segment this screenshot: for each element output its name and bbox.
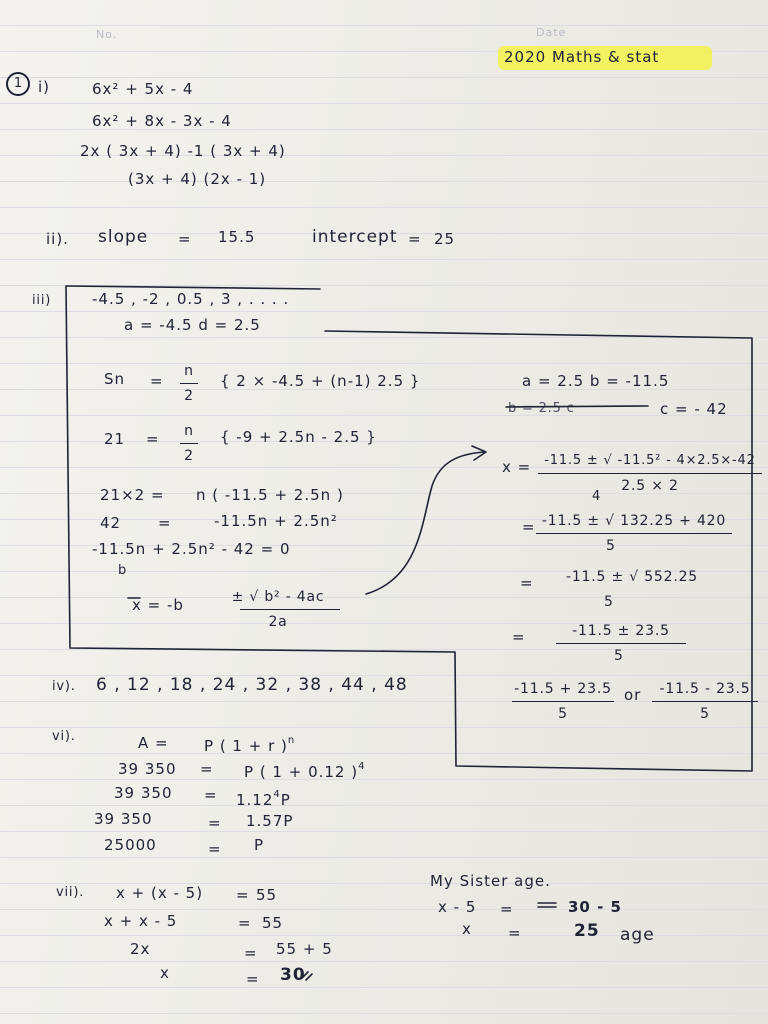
sequence-iv: 6 , 12 , 18 , 24 , 32 , 38 , 44 , 48 bbox=[96, 675, 408, 695]
s21-formula-body: { -9 + 2.5n - 2.5 } bbox=[220, 428, 377, 446]
vii-line-equals: = bbox=[238, 914, 252, 932]
expression-tail: P bbox=[280, 791, 291, 809]
slope-value: 15.5 bbox=[218, 228, 256, 246]
vi-line-lhs: 39 350 bbox=[118, 760, 177, 778]
sn-equals: = bbox=[150, 372, 164, 390]
vii-line-lhs: x + (x - 5) bbox=[116, 884, 204, 902]
fraction-denominator: 5 bbox=[700, 706, 710, 722]
step1-lhs: 21×2 = bbox=[100, 486, 165, 504]
part-iii-label: iii) bbox=[32, 293, 52, 308]
coefficients-a-b: a = 2.5 b = -11.5 bbox=[522, 372, 670, 390]
sequence-line: -4.5 , -2 , 0.5 , 3 , . . . . bbox=[92, 290, 290, 308]
solution-lhs: x = bbox=[502, 458, 532, 476]
fraction-denominator: 2 bbox=[184, 448, 194, 464]
struck-coefficients: b = 2.5 c bbox=[508, 401, 575, 416]
arrow-head bbox=[472, 446, 486, 460]
fraction-numerator: -11.5 - 23.5 bbox=[659, 681, 751, 697]
vii-line-equals: = bbox=[244, 944, 258, 962]
formula-lhs: x = -b bbox=[132, 596, 184, 614]
vi-line-rhs: P bbox=[254, 836, 265, 854]
intercept-value: 25 bbox=[434, 230, 456, 248]
exponent: 4 bbox=[358, 761, 366, 772]
solution-step-3 bbox=[546, 568, 718, 611]
working-line: 6x² + 5x - 4 bbox=[92, 80, 194, 98]
part-vii-label: vii). bbox=[56, 885, 85, 900]
fraction-numerator: n bbox=[184, 363, 194, 379]
s21-n-over-2 bbox=[180, 422, 198, 465]
fraction-bar bbox=[538, 473, 762, 474]
vii-line-rhs: 55 bbox=[256, 886, 278, 904]
vi-line-equals: = bbox=[204, 786, 218, 804]
s21-value: 21 bbox=[104, 430, 126, 448]
part-vi-label: vi). bbox=[52, 729, 76, 744]
vi-line-rhs bbox=[236, 786, 291, 809]
fraction-bar bbox=[180, 443, 198, 444]
working-line: 6x² + 8x - 3x - 4 bbox=[92, 112, 232, 130]
fraction-denominator: 5 bbox=[614, 648, 624, 664]
overwritten-digit: 4 bbox=[592, 489, 602, 504]
solution-step-2 bbox=[536, 512, 732, 555]
vii-line-rhs: 55 + 5 bbox=[276, 940, 333, 958]
fraction-bar bbox=[546, 589, 718, 590]
sister-age-heading: My Sister age. bbox=[430, 872, 551, 890]
printed-no-label: No. bbox=[96, 28, 118, 41]
vi-line-equals: = bbox=[200, 760, 214, 778]
fraction-denominator: 5 bbox=[606, 538, 616, 554]
step2-rhs: -11.5n + 2.5n² bbox=[214, 512, 338, 530]
vi-line-rhs: 1.57P bbox=[246, 812, 294, 830]
fraction-bar bbox=[652, 701, 758, 702]
arrow-to-solution bbox=[366, 452, 484, 594]
vii-line-equals: = bbox=[236, 886, 250, 904]
root-option-b bbox=[652, 680, 758, 723]
expression: P ( 1 + 0.12 ) bbox=[244, 763, 359, 781]
fraction-denominator: 5 bbox=[558, 706, 568, 722]
slope-equals: = bbox=[178, 230, 192, 248]
fraction-numerator: n bbox=[184, 423, 194, 439]
sister-line-equals: = bbox=[508, 924, 522, 942]
stray-mark: b bbox=[118, 563, 128, 578]
fraction-denominator: 2a bbox=[268, 614, 288, 630]
fraction-numerator: -11.5 + 23.5 bbox=[514, 681, 612, 697]
solution-step-1 bbox=[538, 452, 762, 495]
sister-age-unit: age bbox=[620, 925, 655, 945]
fraction-numerator: ± √ b² - 4ac bbox=[231, 589, 325, 605]
vii-line-equals: = bbox=[246, 970, 260, 988]
vi-line-lhs: 25000 bbox=[104, 836, 157, 854]
part-i-label: i) bbox=[38, 78, 51, 96]
solution-step-4 bbox=[556, 622, 686, 665]
quadratic-formula-fraction bbox=[196, 588, 360, 631]
a-d-values: a = -4.5 d = 2.5 bbox=[124, 316, 261, 334]
fraction-bar bbox=[556, 643, 686, 644]
fraction-numerator: -11.5 ± 23.5 bbox=[572, 623, 670, 639]
working-line: (3x + 4) (2x - 1) bbox=[128, 170, 267, 188]
vii-line-lhs: 2x bbox=[130, 940, 151, 958]
sn-n-over-2 bbox=[180, 362, 198, 405]
intercept-equals: = bbox=[408, 230, 422, 248]
page-title: 2020 Maths & stat bbox=[504, 48, 660, 66]
vi-line-lhs: 39 350 bbox=[94, 810, 153, 828]
question-number-badge: 1 bbox=[6, 72, 30, 96]
s21-equals: = bbox=[146, 430, 160, 448]
solution-step-3-equals: = bbox=[520, 574, 534, 592]
part-iv-label: iv). bbox=[52, 679, 76, 694]
quadratic-equation: -11.5n + 2.5n² - 42 = 0 bbox=[92, 540, 291, 558]
answer-x-value: 30 bbox=[280, 965, 306, 985]
vi-line-rhs bbox=[244, 758, 365, 781]
or-word: or bbox=[624, 686, 642, 704]
solution-step-4-equals: = bbox=[512, 628, 526, 646]
step2-lhs: 42 bbox=[100, 514, 122, 532]
fraction-denominator: 2.5 × 2 bbox=[621, 478, 679, 494]
fraction-bar bbox=[512, 701, 614, 702]
sister-age-value: 25 bbox=[574, 921, 600, 941]
sn-formula-body: { 2 × -4.5 + (n-1) 2.5 } bbox=[220, 372, 421, 390]
sister-line-lhs: x bbox=[462, 920, 472, 938]
part-ii-label: ii). bbox=[46, 230, 69, 248]
root-option-a bbox=[512, 680, 614, 723]
fraction-numerator: -11.5 ± √ 132.25 + 420 bbox=[541, 513, 727, 529]
vii-line-rhs: 55 bbox=[262, 914, 284, 932]
sn-symbol: Sn bbox=[104, 370, 126, 388]
fraction-numerator: -11.5 ± √ -11.5² - 4×2.5×-42 bbox=[544, 453, 756, 468]
vi-line-equals: = bbox=[208, 840, 222, 858]
fraction-numerator: -11.5 ± √ 552.25 bbox=[565, 569, 698, 585]
exponent: n bbox=[287, 735, 296, 746]
fraction-bar bbox=[536, 533, 732, 534]
part-iii-box-top bbox=[66, 286, 320, 289]
solution-step-2-equals: = bbox=[522, 518, 536, 536]
exponent: 4 bbox=[273, 789, 281, 800]
step2-equals: = bbox=[158, 514, 172, 532]
intercept-label: intercept bbox=[312, 227, 398, 247]
fraction-bar bbox=[180, 383, 198, 384]
working-line: 2x ( 3x + 4) -1 ( 3x + 4) bbox=[80, 142, 286, 160]
sister-scribble bbox=[538, 903, 556, 907]
compound-formula-rhs bbox=[204, 732, 295, 755]
compound-formula-lhs: A = bbox=[138, 734, 169, 752]
expression: P ( 1 + r ) bbox=[204, 737, 288, 755]
vii-line-lhs: x + x - 5 bbox=[104, 912, 178, 930]
coefficient-c: c = - 42 bbox=[660, 400, 728, 418]
sister-line-lhs: x - 5 bbox=[438, 898, 477, 916]
slope-label: slope bbox=[98, 227, 149, 247]
sister-line-equals: = bbox=[500, 900, 514, 918]
step1-rhs: n ( -11.5 + 2.5n ) bbox=[196, 486, 344, 504]
vi-line-equals: = bbox=[208, 814, 222, 832]
fraction-denominator: 5 bbox=[604, 594, 614, 610]
fraction-bar bbox=[240, 609, 340, 610]
fraction-denominator: 2 bbox=[184, 388, 194, 404]
vii-line-lhs: x bbox=[160, 964, 170, 982]
printed-date-label: Date bbox=[536, 26, 567, 39]
vi-line-lhs: 39 350 bbox=[114, 784, 173, 802]
sister-line-rhs: 30 - 5 bbox=[568, 898, 622, 916]
expression: 1.12 bbox=[236, 791, 274, 809]
